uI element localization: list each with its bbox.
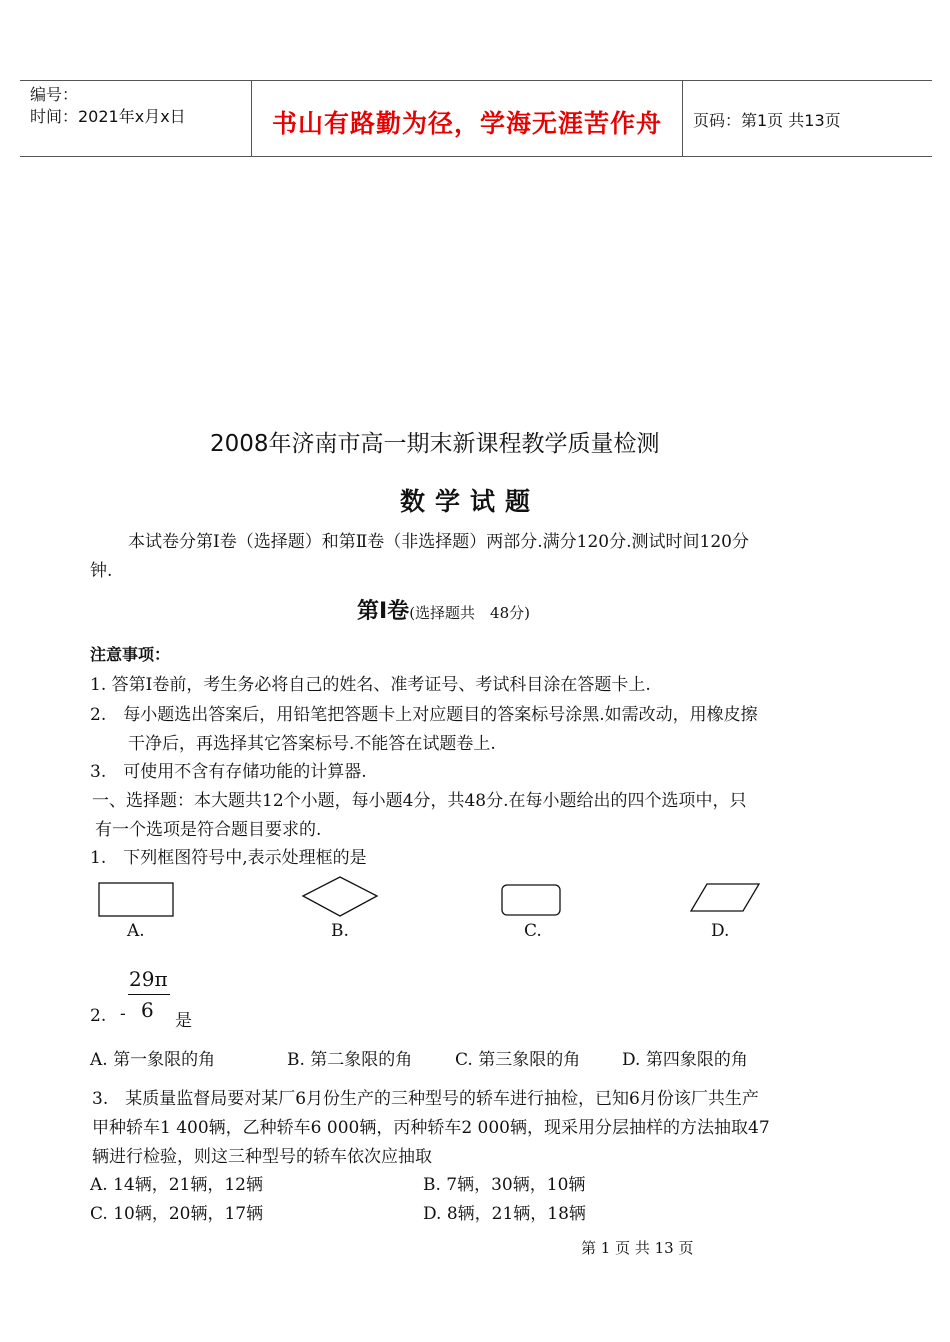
section-subtitle: (选择题共 48分) — [409, 604, 530, 622]
q3-option-d: D. 8辆，21辆，18辆 — [423, 1204, 586, 1224]
serial-label: 编号： — [30, 85, 79, 104]
rectangle-shape — [99, 883, 173, 916]
q2-tail: 是 — [175, 1011, 192, 1031]
q2-minus: - — [120, 1004, 126, 1024]
exam-subtitle: 数学试题 — [400, 487, 541, 516]
notes-title: 注意事项： — [90, 645, 171, 664]
fraction-bar — [128, 994, 170, 995]
q2-option-c: C. 第三象限的角 — [455, 1050, 581, 1070]
header-motto: 书山有路勤为径，学海无涯苦作舟 — [272, 109, 663, 138]
note-2-line-1: 2. 每小题选出答案后，用铅笔把答题卡上对应题目的答案标号涂黑.如需改动，用橡皮擦 — [90, 705, 758, 725]
page-info: 页码：第1页 共13页 — [693, 111, 841, 130]
note-2-line-2: 干净后，再选择其它答案标号.不能答在试题卷上. — [128, 734, 496, 754]
diamond-shape — [303, 877, 377, 916]
rounded-rectangle-shape — [502, 885, 560, 915]
q1-option-b: B. — [331, 921, 349, 941]
section-heading — [357, 594, 530, 625]
part1-line-2: 有一个选项是符合题目要求的. — [95, 820, 322, 840]
q3-option-c: C. 10辆，20辆，17辆 — [90, 1204, 264, 1224]
q2-numerator: 29π — [129, 967, 168, 991]
q3-line-2: 甲种轿车1 400辆，乙种轿车6 000辆，丙种轿车2 000辆，现采用分层抽样的方法抽取47 — [92, 1118, 770, 1138]
q3-line-3: 辆进行检验，则这三种型号的轿车依次应抽取 — [92, 1147, 432, 1167]
exam-title: 2008年济南市高一期末新课程教学质量检测 — [210, 431, 660, 457]
header-bottom-rule — [20, 156, 932, 157]
q2-option-a: A. 第一象限的角 — [90, 1050, 216, 1070]
q1-option-c: C. — [524, 921, 542, 941]
section-title: 第Ⅰ卷 — [357, 599, 410, 624]
intro-line-2: 钟. — [90, 561, 113, 581]
header-divider-left — [251, 80, 252, 157]
note-1: 1. 答第Ⅰ卷前，考生务必将自己的姓名、准考证号、考试科目涂在答题卡上. — [90, 675, 651, 695]
q2-option-b: B. 第二象限的角 — [287, 1050, 413, 1070]
question-1-text: 1. 下列框图符号中,表示处理框的是 — [90, 848, 367, 868]
intro-line-1: 本试卷分第Ⅰ卷（选择题）和第Ⅱ卷（非选择题）两部分.满分120分.测试时间120分 — [128, 532, 749, 552]
q2-number: 2. — [90, 1006, 107, 1026]
note-3: 3. 可使用不含有存储功能的计算器. — [90, 762, 367, 782]
time-label: 时间：2021年x月x日 — [30, 107, 186, 126]
q2-denominator: 6 — [141, 998, 154, 1022]
q3-line-1: 3. 某质量监督局要对某厂6月份生产的三种型号的轿车进行抽检，已知6月份该厂共生产 — [92, 1089, 759, 1109]
part1-line-1: 一、选择题：本大题共12个小题，每小题4分，共48分.在每小题给出的四个选项中，只 — [92, 791, 747, 811]
q1-option-d: D. — [711, 921, 730, 941]
q3-option-b: B. 7辆，30辆，10辆 — [423, 1175, 586, 1195]
header-divider-right — [682, 80, 683, 157]
footer-page-number: 第 1 页 共 13 页 — [581, 1239, 694, 1257]
q1-option-a: A. — [127, 921, 145, 941]
header-top-rule — [20, 80, 932, 81]
q3-option-a: A. 14辆，21辆，12辆 — [90, 1175, 263, 1195]
q2-option-d: D. 第四象限的角 — [622, 1050, 748, 1070]
parallelogram-shape — [691, 884, 759, 911]
